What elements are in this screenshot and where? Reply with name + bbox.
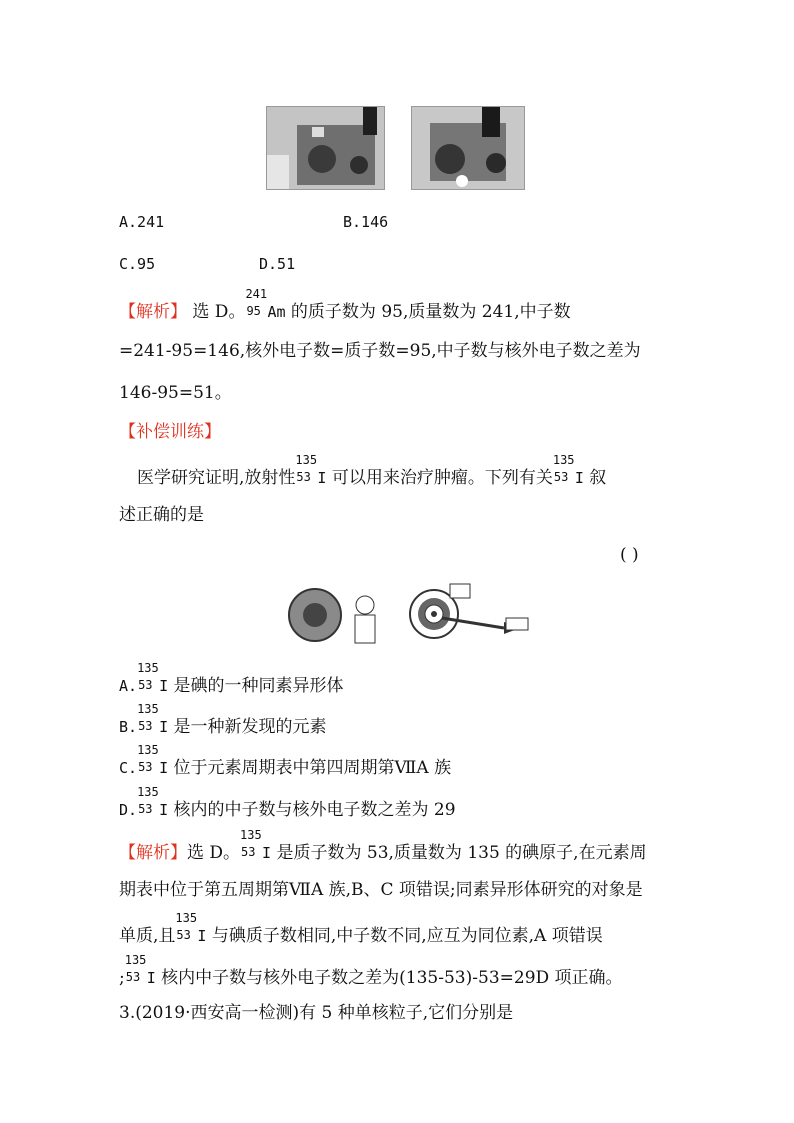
comp-option-c xyxy=(119,743,452,778)
stem-text: 医学研究证明,放射性 xyxy=(137,468,296,488)
isotope-i: 135 53 xyxy=(124,953,147,984)
question-stem-line-2: 述正确的是 xyxy=(119,505,204,525)
stem-text: 可以用来治疗肿瘤。下列有关 xyxy=(326,468,553,488)
answer-paren: ( ) xyxy=(620,545,639,565)
analysis-text: 核内中子数与核外电子数之差为(135-53)-53=29D 项正确。 xyxy=(155,968,623,988)
question-stem-line-1 xyxy=(137,453,607,488)
analysis-text: 是质子数为 53,质量数为 135 的碘原子,在元素周 xyxy=(271,843,647,863)
stem-text: 叙 xyxy=(583,468,607,488)
comp-analysis-line-3 xyxy=(119,911,603,946)
isotope-i: 135 53 xyxy=(552,453,575,484)
target-arrow-illustration xyxy=(394,582,534,650)
analysis-text: 的质子数为 95,质量数为 241,中子数 xyxy=(285,302,571,322)
isotope-i: 135 53 xyxy=(240,828,262,859)
isotope-symbol: I xyxy=(146,969,156,987)
circuit-photo-left xyxy=(266,106,385,190)
isotope-am: 241 95 xyxy=(245,287,268,318)
option-text: 是一种新发现的元素 xyxy=(168,717,327,737)
comp-analysis-line-2: 期表中位于第五周期第ⅦA 族,B、C 项错误;同素异形体研究的对象是 xyxy=(119,880,643,900)
analysis-line-1 xyxy=(119,287,571,322)
option-d: D.51 xyxy=(259,255,296,273)
isotope-symbol: I xyxy=(159,718,169,736)
analysis-text: 与碘质子数相同,中子数不同,应互为同位素,A 项错误 xyxy=(206,926,603,946)
isotope-symbol: I xyxy=(159,677,169,695)
isotope-symbol: I xyxy=(317,469,327,487)
comp-option-a xyxy=(119,661,344,696)
comp-option-d xyxy=(119,785,456,820)
virus-doctor-illustration xyxy=(285,585,385,649)
isotope-symbol: I xyxy=(159,759,169,777)
analysis-tag: 【解析】 xyxy=(119,843,187,863)
option-a: A.241 xyxy=(119,213,165,231)
option-label: C. xyxy=(119,759,138,777)
isotope-i: 135 53 xyxy=(295,453,318,484)
isotope-symbol: I xyxy=(197,927,207,945)
isotope-symbol: I xyxy=(159,801,169,819)
analysis-text: 选 D。 xyxy=(187,843,241,863)
option-text: 核内的中子数与核外电子数之差为 29 xyxy=(168,800,456,820)
isotope-i: 135 53 xyxy=(137,785,159,816)
option-label: D. xyxy=(119,801,138,819)
isotope-i: 135 53 xyxy=(137,702,159,733)
analysis-tag: 【解析】 xyxy=(119,302,187,322)
option-label: B. xyxy=(119,718,138,736)
analysis-text: ; xyxy=(119,968,125,988)
isotope-symbol: I xyxy=(262,844,272,862)
question-3-line: 3.(2019·西安高一检测)有 5 种单核粒子,它们分别是 xyxy=(119,1003,514,1023)
option-text: 位于元素周期表中第四周期第ⅦA 族 xyxy=(168,758,452,778)
comp-analysis-line-4 xyxy=(119,953,623,988)
comp-option-b xyxy=(119,702,327,737)
isotope-symbol: I xyxy=(574,469,584,487)
isotope-i: 135 53 xyxy=(137,743,159,774)
circuit-photo-right xyxy=(411,106,525,190)
isotope-i: 135 53 xyxy=(137,661,159,692)
option-b: B.146 xyxy=(343,213,389,231)
analysis-line-3: 146-95=51。 xyxy=(119,383,232,403)
analysis-line-2: =241-95=146,核外电子数=质子数=95,中子数与核外电子数之差为 xyxy=(119,341,641,361)
isotope-i: 135 53 xyxy=(175,911,198,942)
option-c: C.95 xyxy=(119,255,156,273)
isotope-symbol: Am xyxy=(267,303,286,321)
circuit-photo-left-image xyxy=(267,107,384,189)
comp-analysis-line-1 xyxy=(119,828,647,863)
analysis-text: 单质,且 xyxy=(119,926,176,946)
analysis-text: 选 D。 xyxy=(192,302,246,322)
option-label: A. xyxy=(119,677,138,695)
option-text: 是碘的一种同素异形体 xyxy=(168,676,344,696)
circuit-photo-right-image xyxy=(412,107,524,189)
section-tag: 【补偿训练】 xyxy=(119,422,221,442)
